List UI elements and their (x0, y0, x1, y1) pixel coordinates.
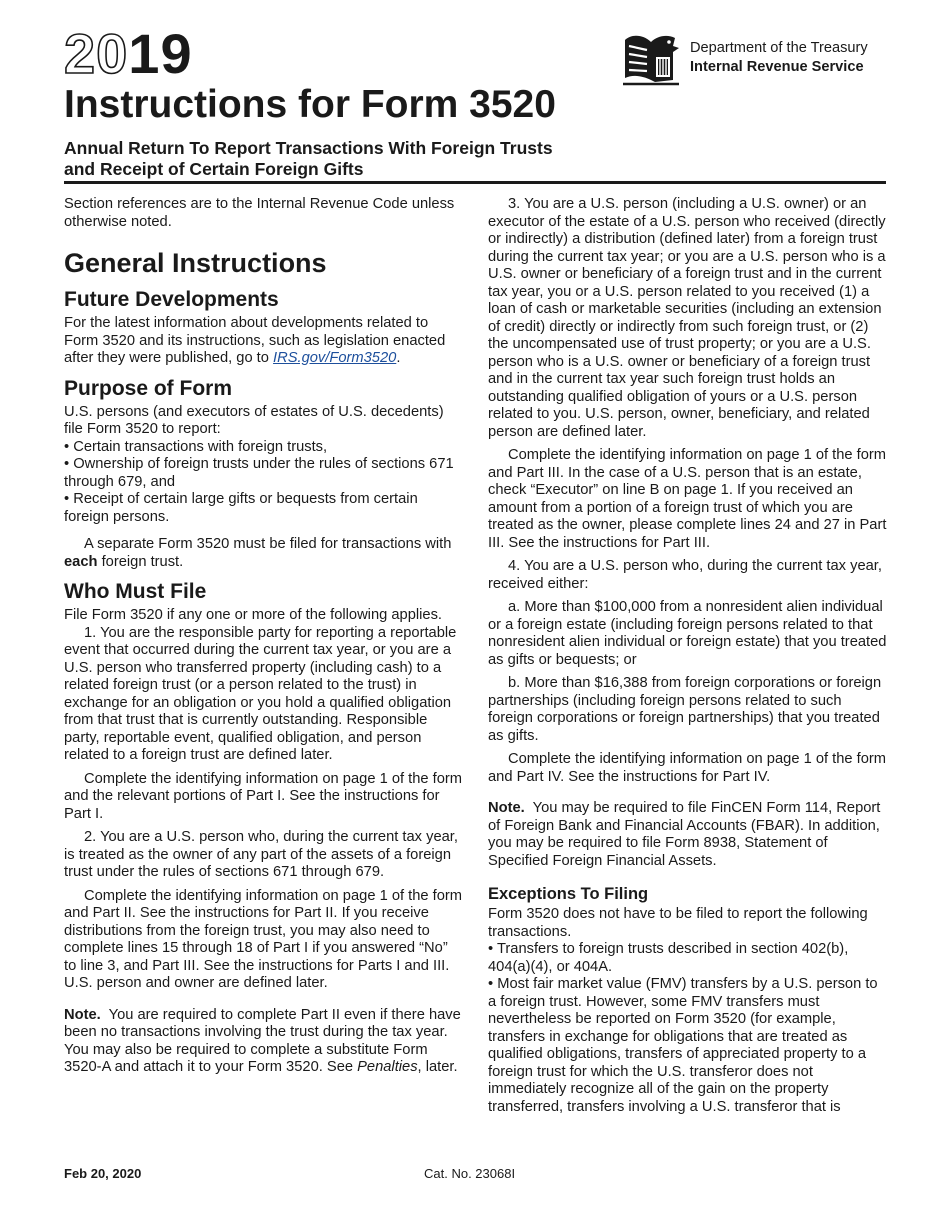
agency-name (690, 39, 868, 77)
left-note (64, 1007, 464, 1077)
irs-eagle-icon (621, 32, 685, 88)
right-note (488, 800, 888, 870)
separate-pre: A separate Form 3520 must be filed for transactions with (84, 536, 452, 552)
exceptions-heading: Exceptions To Filing (488, 885, 649, 903)
left-note-label: Note. (64, 1006, 101, 1023)
list-item: • Certain transactions with foreign trusts, (64, 438, 328, 455)
item-2-text: 2. You are a U.S. person who, during the current tax year, is treated as the owner of any part of the assets of a foreign trust under the rules of sections 671 through 679. (64, 829, 458, 880)
item-1-complete: Complete the identifying information on page 1 of the form and the relevant portions of Part I. See the instructions for Part I. (64, 770, 463, 822)
right-note-label: Note. (488, 800, 525, 816)
footer-cat-no: Cat. No. 23068I (424, 1166, 516, 1181)
purpose-bullet-3: Receipt of certain large gifts or bequests from certain foreign persons. (64, 491, 418, 525)
who-must-file-heading: Who Must File (64, 580, 207, 603)
purpose-bullet-2: Ownership of foreign trusts under the rules of sections 671 through 679, and (64, 456, 454, 490)
item-1-text: 1. You are the responsible party for reporting a reportable event that occurred during the current tax year, or you are a U.S. person who transferred property (including cash) to a related foreign trust (or a person related to the trust) in exchange for an obligation or you hold a qualified obligation from that trust that is currently outstanding. Responsible party, reportable event, qualified obligation, and person related to a foreign trust are defined later. (64, 624, 457, 763)
right-note-text: You may be required to file FinCEN Form 114, Report of Foreign Bank and Financial Accounts (FBAR). In addition, you may be required to file Form 8938, Statement of Specified Foreign Financial Assets. (488, 800, 881, 869)
left-note-text: You are required to complete Part II even if there have been no transactions involving the trust during the tax year. You may also be required to complete a substitute Form 3520-A and attach it to your Form 3520. See (64, 1006, 461, 1075)
item-3-text: 3. You are a U.S. person (including a U.S. owner) or an executor of the estate of a U.S. person who received (directly or indirectly) a distribution (defined later) from a foreign trust during the current tax year; or you are a U.S. person who is a U.S. owner or beneficiary of a foreign trust and in the current tax year, you or a U.S. person related to you received (1) a loan of cash or marketable securities (including an extension of credit) directly or indirectly from such foreign trust, or (2) the uncompensated use of trust property; or you are a U.S. person who is a U.S. owner or beneficiary of a foreign trust and in the current tax year such foreign trust holds an outstanding qualified obligation of yours or a U.S. person related to you. U.S. person, owner, beneficiary, and related person are defined later. (488, 196, 886, 440)
future-text: For the latest information about developments related to Form 3520 and its instructions, such as legislation enacted after they were published, go to (64, 315, 446, 366)
purpose-bullet-1: Certain transactions with foreign trusts, (73, 438, 328, 455)
exceptions-bullet-1: Transfers to foreign trusts described in section 402(b), 404(a)(4), or 404A. (488, 941, 849, 975)
item-4-text: 4. You are a U.S. person who, during the current tax year, received either: (488, 558, 882, 592)
separate-bold: each (64, 553, 98, 570)
separate-post: foreign trust. (101, 553, 184, 570)
exceptions-text: Form 3520 does not have to be filed to report the following transactions. (488, 906, 868, 940)
year-solid-digits: 19 (128, 22, 193, 85)
left-note-italic: Penalties (357, 1059, 418, 1075)
purpose-text: U.S. persons (and executors of estates of U.S. decedents) file Form 3520 to report: (64, 403, 444, 437)
year-outline-digits: 20 (64, 22, 129, 85)
separate-form-text (64, 536, 464, 571)
general-instructions-heading: General Instructions (64, 248, 327, 278)
list-item: • Transfers to foreign trusts described in section 402(b), 404(a)(4), or 404A. (488, 941, 849, 975)
item-4b-text: b. More than $16,388 from foreign corporations or foreign partnerships (including foreign persons related to such foreign corporations or foreign partnerships) that you treated as gifts. (488, 675, 882, 744)
left-column (64, 196, 464, 1077)
footer-date: Feb 20, 2020 (64, 1166, 142, 1181)
item-3-complete: Complete the identifying information on page 1 of the form and Part III. In the case of a U.S. person that is an estate, check “Executor” on line B on page 1. If you received an amount from a portion of a foreign trust of which you are treated as the owner, please complete lines 24 and 27 in Part III. See the instructions for Part III. (488, 447, 887, 551)
item-4-complete: Complete the identifying information on page 1 of the form and Part IV. See the instructions for Part IV. (488, 751, 887, 785)
irs-form3520-link[interactable]: IRS.gov/Form3520 (273, 350, 397, 366)
left-note-end: , later. (417, 1059, 458, 1075)
item-2-complete: Complete the identifying information on page 1 of the form and Part II. See the instructions for Part II. If you receive distributions from the foreign trust, you may also need to complete lines 15 through 18 of Part I if you answered “No” to line 3, and Part III. See the instructions for Parts I and III. U.S. person and owner are defined later. (64, 887, 463, 991)
future-developments-heading: Future Developments (64, 288, 279, 311)
exceptions-bullet-2: Most fair market value (FMV) transfers by a U.S. person to a foreign trust. However, some FMV transfers must nevertheless be reported on Form 3520 (for example, transfers in exchange for obligations that are treated as qualified obligations, transfers of appreciated property to a foreign trust for which the U.S. transferor does not immediately recognize all of the gain on the property transferred, transfers involving a U.S. transferor that is (488, 976, 878, 1115)
list-item: • Ownership of foreign trusts under the rules of sections 671 through 679, and (64, 456, 454, 490)
list-item: • Receipt of certain large gifts or bequests from certain foreign persons. (64, 491, 418, 525)
form-year (64, 22, 193, 85)
agency-irs: Internal Revenue Service (690, 59, 864, 75)
agency-department: Department of the Treasury (690, 40, 868, 56)
subtitle-line-1: Annual Return To Report Transactions With Foreign Trusts (64, 138, 553, 158)
who-must-file-text: File Form 3520 if any one or more of the following applies. (64, 607, 442, 623)
list-item: • Most fair market value (FMV) transfers by a U.S. person to a foreign trust. However, some FMV transfers must nevertheless be reported on Form 3520 (for example, transfers in exchange for obligations that are treated as qualified obligations, transfers of appreciated property to a foreign trust for which the U.S. transferor does not immediately recognize all of the gain on the property transferred, transfers involving a U.S. transferor that is (488, 976, 878, 1115)
item-4a-text: a. More than $100,000 from a nonresident alien individual or a foreign estate (including foreign persons related to that nonresident alien individual or foreign estate) that you treated as gifts or bequests; or (488, 599, 887, 668)
page-title: Instructions for Form 3520 (64, 83, 556, 126)
page-subtitle (64, 138, 553, 180)
header-divider (64, 181, 886, 184)
intro-text: Section references are to the Internal Revenue Code unless otherwise noted. (64, 196, 455, 230)
subtitle-line-2: and Receipt of Certain Foreign Gifts (64, 159, 364, 179)
right-column (488, 196, 888, 1116)
future-developments-text: For the latest information about developments related to Form 3520 and its instructions, such as legislation enacted after they were published, go to IRS.gov/Form3520. (64, 315, 446, 366)
purpose-heading: Purpose of Form (64, 376, 233, 400)
